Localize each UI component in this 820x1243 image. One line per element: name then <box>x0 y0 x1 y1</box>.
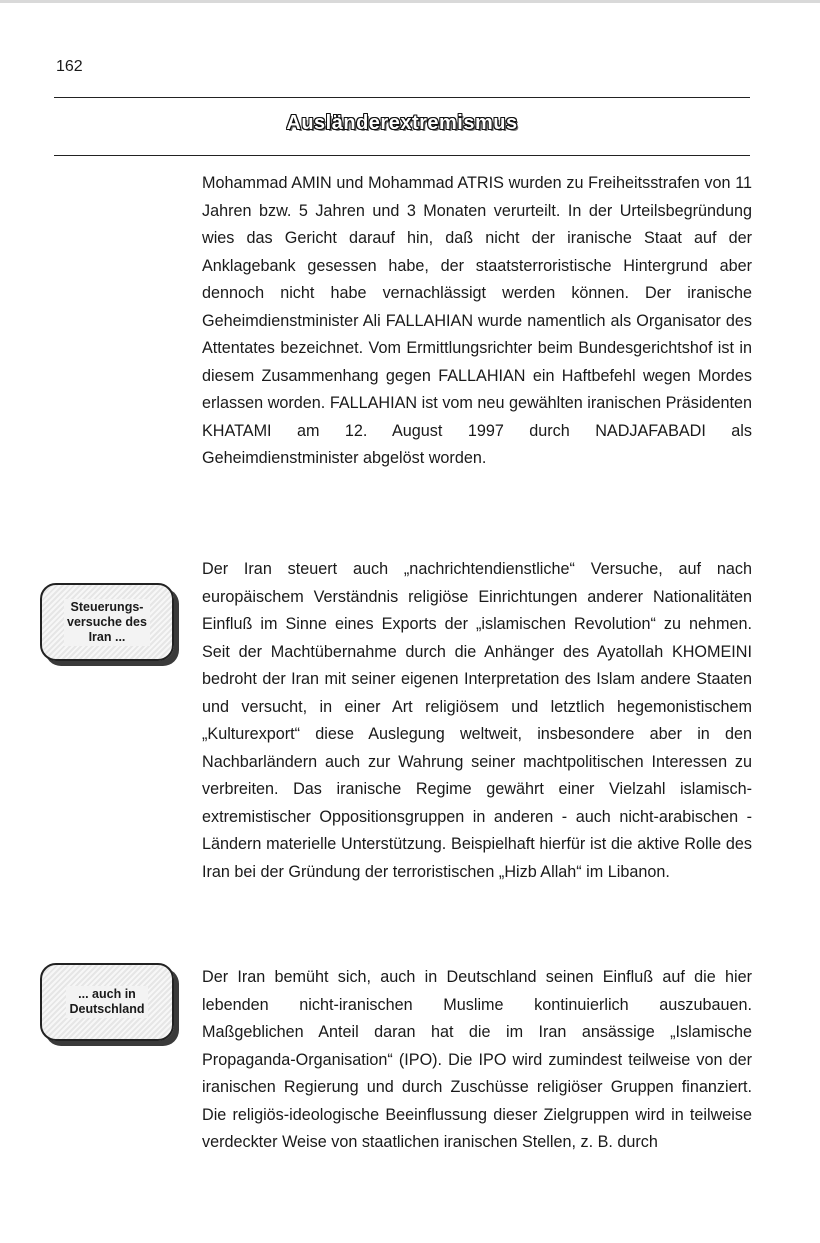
paragraph-iran-germany: Der Iran bemüht sich, auch in Deutschland seinen Einfluß auf die hier lebenden nicht-iranischen Muslime kontinuierlich auszubauen. Maßgeblichen Anteil daran hat die im Iran ansässige „Islamische Propaganda-Organisation“ (IPO). Die IPO wird zumindest teilweise von der iranischen Regierung und durch Zuschüsse religiöser Gruppen finanziert. Die religiös-ideologische Beeinflussung dieser Zielgruppen wird in teilweise verdeckter Weise von staatlichen iranischen Stellen, z. B. durch <box>202 968 752 1151</box>
margin-note-steuerungsversuche <box>40 583 174 661</box>
section-title: Ausländerextremismus <box>286 112 518 134</box>
page-top-edge <box>0 0 820 3</box>
header-rule-bottom <box>54 155 750 156</box>
margin-note-label: Steuerungs- versuche des Iran ... <box>64 599 150 646</box>
page-number: 162 <box>56 58 83 75</box>
header-rule-top <box>54 97 750 98</box>
margin-note-label: ... auch in Deutschland <box>66 986 147 1018</box>
paragraph-verdict: Mohammad AMIN und Mohammad ATRIS wurden zu Freiheitsstrafen von 11 Jahren bzw. 5 Jahren und 3 Monaten verurteilt. In der Urteilsbegründung wies das Gericht darauf hin, daß nicht der iranische Staat auf der Anklagebank gesessen habe, der staatsterroristische Hintergrund aber dennoch nicht habe vernachlässigt werden können. Der iranische Geheimdienstminister Ali FALLAHIAN wurde namentlich als Organisator des Attentates bezeichnet. Vom Ermittlungsrichter beim Bundesgerichtshof ist in diesem Zusammenhang gegen FALLAHIAN ein Haftbefehl wegen Mordes erlassen worden. FALLAHIAN ist vom neu gewählten iranischen Präsidenten KHATAMI am 12. August 1997 durch NADJAFABADI als Geheimdienstminister abgelöst worden. <box>202 174 752 467</box>
margin-note-deutschland <box>40 963 174 1041</box>
paragraph-iran-influence: Der Iran steuert auch „nachrichtendienstliche“ Versuche, auf nach europäischem Verständnis religiöse Einrichtungen anderer Nationalitäten Einfluß im Sinne eines Exports der „islamischen Revolution“ zu nehmen. Seit der Machtübernahme durch die Anhänger des Ayatollah KHOMEINI bedroht der Iran mit seiner eigenen Interpretation des Islam andere Staaten und versucht, in einer Art religiösem und letztlich hegemonistischem „Kulturexport“ diese Auslegung weltweit, insbesondere aber in den Nachbarländern auch zur Wahrung seiner machtpolitischen Interessen zu verbreiten. Das iranische Regime gewährt einer Vielzahl islamisch-extremistischer Oppositionsgruppen in anderen - auch nicht-arabischen - Ländern materielle Unterstützung. Beispielhaft hierfür ist die aktive Rolle des Iran bei der Gründung der terroristischen „Hizb Allah“ im Libanon. <box>202 560 752 881</box>
